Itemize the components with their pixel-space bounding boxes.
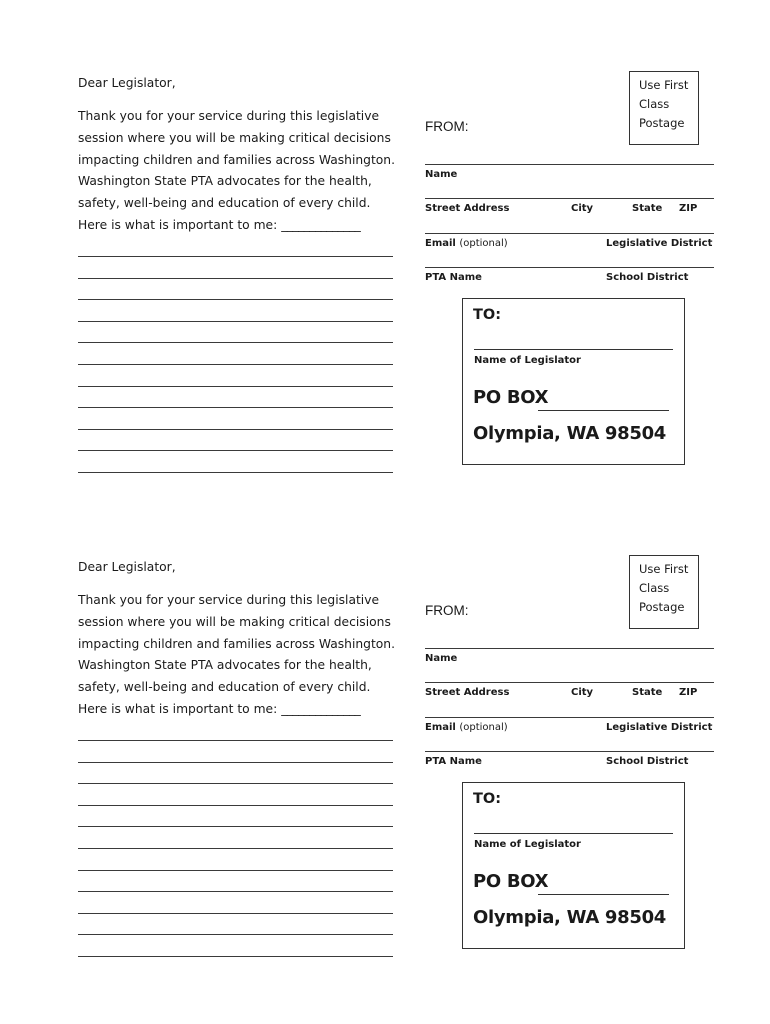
postcard-bottom bbox=[0, 484, 770, 968]
po-box-field[interactable] bbox=[538, 894, 669, 895]
name-label: Name bbox=[425, 169, 458, 180]
letter-body-text: Thank you for your service during this legislative session where you will be making critical decisions impacting children and families across Washington. Washington State PTA advocates for the health, safety, well-being and education of every child. Here is what is important to me: bbox=[78, 593, 396, 716]
writing-lines[interactable] bbox=[78, 740, 393, 957]
writing-line[interactable] bbox=[78, 278, 393, 300]
letter-section bbox=[78, 75, 396, 237]
name-field[interactable] bbox=[425, 164, 714, 165]
email-label-text: Email bbox=[425, 238, 456, 249]
email-label bbox=[425, 238, 508, 249]
po-box-label: PO BOX bbox=[473, 387, 549, 408]
legislative-district-label: Legislative District bbox=[606, 722, 713, 733]
writing-line[interactable] bbox=[78, 934, 393, 956]
pta-field[interactable] bbox=[425, 267, 714, 268]
greeting: Dear Legislator, bbox=[78, 76, 176, 90]
writing-line[interactable] bbox=[78, 783, 393, 805]
letter-body bbox=[78, 106, 396, 237]
email-field[interactable] bbox=[425, 233, 714, 234]
writing-line[interactable] bbox=[78, 805, 393, 827]
postcard-top bbox=[0, 0, 770, 484]
zip-label: ZIP bbox=[679, 687, 698, 698]
email-optional-label: (optional) bbox=[459, 722, 508, 733]
to-address-box bbox=[462, 298, 685, 465]
name-of-legislator-label: Name of Legislator bbox=[474, 839, 581, 850]
writing-line[interactable] bbox=[78, 386, 393, 408]
pta-field[interactable] bbox=[425, 751, 714, 752]
writing-line[interactable] bbox=[78, 321, 393, 343]
zip-label: ZIP bbox=[679, 203, 698, 214]
street-address-label: Street Address bbox=[425, 687, 510, 698]
writing-line[interactable] bbox=[78, 342, 393, 364]
name-field[interactable] bbox=[425, 648, 714, 649]
email-label bbox=[425, 722, 508, 733]
letter-body-text: Thank you for your service during this legislative session where you will be making critical decisions impacting children and families across Washington. Washington State PTA advocates for the health, safety, well-being and education of every child. Here is what is important to me: bbox=[78, 109, 396, 232]
pta-name-label: PTA Name bbox=[425, 756, 482, 767]
legislative-district-label: Legislative District bbox=[606, 238, 713, 249]
po-box-field[interactable] bbox=[538, 410, 669, 411]
state-label: State bbox=[632, 687, 663, 698]
writing-line[interactable] bbox=[78, 870, 393, 892]
letter-body bbox=[78, 590, 396, 721]
city-label: City bbox=[571, 687, 594, 698]
writing-line[interactable] bbox=[78, 826, 393, 848]
writing-line[interactable] bbox=[78, 450, 393, 472]
school-district-label: School District bbox=[606, 272, 689, 283]
stamp-text-line: Postage bbox=[639, 600, 685, 614]
stamp-text-line: Use First bbox=[639, 78, 689, 92]
address-field[interactable] bbox=[425, 682, 714, 683]
city-state-zip: Olympia, WA 98504 bbox=[473, 907, 667, 928]
writing-lines[interactable] bbox=[78, 256, 393, 473]
writing-line[interactable] bbox=[78, 429, 393, 451]
name-of-legislator-label: Name of Legislator bbox=[474, 355, 581, 366]
writing-line[interactable] bbox=[78, 956, 393, 957]
to-label: TO: bbox=[473, 307, 502, 323]
writing-line[interactable] bbox=[78, 762, 393, 784]
city-label: City bbox=[571, 203, 594, 214]
email-optional-label: (optional) bbox=[459, 238, 508, 249]
from-label: FROM: bbox=[425, 603, 469, 618]
writing-line[interactable] bbox=[78, 364, 393, 386]
address-field[interactable] bbox=[425, 198, 714, 199]
writing-line[interactable] bbox=[78, 472, 393, 473]
writing-line[interactable] bbox=[78, 848, 393, 870]
name-label: Name bbox=[425, 653, 458, 664]
to-address-box bbox=[462, 782, 685, 949]
from-label: FROM: bbox=[425, 119, 469, 134]
letter-body-blank[interactable]: ______________ bbox=[281, 701, 361, 716]
to-label: TO: bbox=[473, 791, 502, 807]
city-state-zip: Olympia, WA 98504 bbox=[473, 423, 667, 444]
legislator-name-field[interactable] bbox=[474, 349, 673, 350]
stamp-text-line: Postage bbox=[639, 116, 685, 130]
letter-body-blank[interactable]: ______________ bbox=[281, 217, 361, 232]
legislator-name-field[interactable] bbox=[474, 833, 673, 834]
writing-line[interactable] bbox=[78, 407, 393, 429]
letter-section bbox=[78, 559, 396, 721]
greeting: Dear Legislator, bbox=[78, 560, 176, 574]
writing-line[interactable] bbox=[78, 740, 393, 762]
stamp-box bbox=[629, 555, 699, 629]
po-box-label: PO BOX bbox=[473, 871, 549, 892]
stamp-text-line: Use First bbox=[639, 562, 689, 576]
email-label-text: Email bbox=[425, 722, 456, 733]
state-label: State bbox=[632, 203, 663, 214]
stamp-text-line: Class bbox=[639, 581, 670, 595]
writing-line[interactable] bbox=[78, 891, 393, 913]
writing-line[interactable] bbox=[78, 913, 393, 935]
pta-name-label: PTA Name bbox=[425, 272, 482, 283]
stamp-text-line: Class bbox=[639, 97, 670, 111]
email-field[interactable] bbox=[425, 717, 714, 718]
writing-line[interactable] bbox=[78, 256, 393, 278]
school-district-label: School District bbox=[606, 756, 689, 767]
writing-line[interactable] bbox=[78, 299, 393, 321]
street-address-label: Street Address bbox=[425, 203, 510, 214]
stamp-box bbox=[629, 71, 699, 145]
